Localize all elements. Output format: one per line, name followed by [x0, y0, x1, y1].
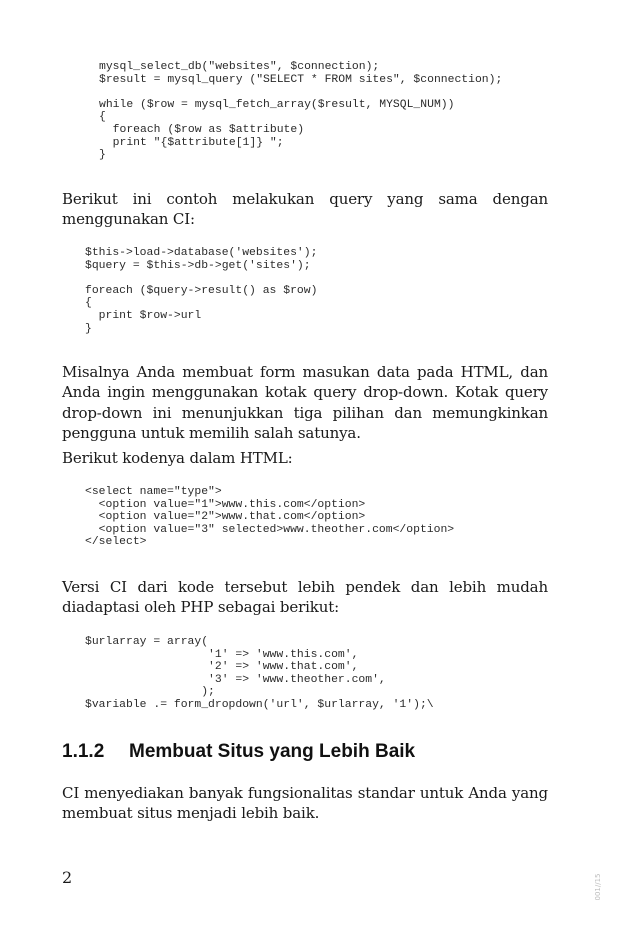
code-block-html-select: <select name="type"> <option value="1">www.this.com</option> <option value="2">www.that.com</option> <option value="3" selected>www.theother.com</option> </select>	[85, 486, 455, 549]
code-block-ci-dropdown: $urlarray = array( '1' => 'www.this.com', '2' => 'www.that.com', '3' => 'www.theother.com', ); $variable .= form_dropdown('url', $urlarray, '1');\	[85, 636, 434, 711]
page-number: 2	[62, 868, 73, 887]
section-heading	[62, 740, 415, 764]
paragraph-form-example: Misalnya Anda membuat form masukan data pada HTML, dan Anda ingin menggunakan kotak query drop-down. Kotak query drop-down ini menunjukkan tiga pilihan dan memungkinkan pengguna untuk memilih salah satunya.	[62, 363, 548, 443]
code-block-mysql: mysql_select_db("websites", $connection); $result = mysql_query ("SELECT * FROM sites", $connection); while ($row = mysql_fetch_array($result, MYSQL_NUM)) { foreach ($row as $attribute) print "{$attribute[1]} "; }	[99, 61, 503, 162]
document-id: 001//15	[594, 873, 602, 901]
paragraph-section-body: CI menyediakan banyak fungsionalitas standar untuk Anda yang membuat situs menjadi lebih baik.	[62, 784, 548, 823]
section-number: 1.1.2	[62, 741, 105, 762]
code-block-ci-query: $this->load->database('websites'); $query = $this->db->get('sites'); foreach ($query->result() as $row) { print $row->url }	[85, 247, 318, 335]
paragraph-ci-intro: Berikut ini contoh melakukan query yang sama dengan menggunakan CI:	[62, 190, 548, 229]
paragraph-ci-version: Versi CI dari kode tersebut lebih pendek dan lebih mudah diadaptasi oleh PHP sebagai berikut:	[62, 578, 548, 617]
paragraph-html-intro: Berikut kodenya dalam HTML:	[62, 449, 293, 467]
section-title: Membuat Situs yang Lebih Baik	[129, 741, 416, 762]
